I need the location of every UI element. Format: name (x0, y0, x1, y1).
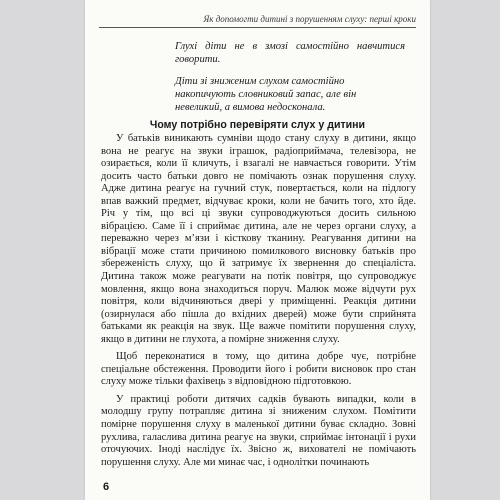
epigraph-quote-2: Діти зі зниженим слухом самостійно накопичують словниковий запас, але він невеликий, а вимова недосконала. (175, 76, 357, 114)
book-page (85, 0, 430, 500)
paragraph: У батьків виникають сумніви щодо стану слуху в дитини, якщо вона не реагує на звуки іграшок, радіоприймача, телевізора, не озирається, коли її кличуть, і взагалі не навчається говорити. Утім досить часто батьки довго не помічають ознак порушення слуху. Адже дитина реагує на гучний стук, повертається, коли на підлогу впав важкий предмет, відчуває кроки, коли не бачить того, хто йде. Річ у тім, що всі ці звуки супроводжуються досить сильною вібрацією. Саме її і сприймає дитина, але не через органи слуху, а переважно через м’язи і кісткову тканину. Реагування дитини на вібрації може стати причиною помилкового висновку батьків про збереженість слуху, що й затримує їх звернення до спеціаліста. Дитина також може реагувати на потік повітря, що супроводжує мовлення, якщо вона знаходиться поруч. Малюк може відчути рух повітря, коли відчиняються двері у приміщенні. Реакція дитини (озирнулася або пішла до вхідних дверей) може бути сприйнята батьками як реакція на звук. Ще важче помітити порушення слуху, якщо в дитини не глухота, а помірне зниження слуху. (101, 133, 416, 345)
running-head: Як допомогти дитині з порушенням слуху: перші кроки (203, 14, 416, 24)
paragraph: Щоб переконатися в тому, що дитина добре чує, потрібне спеціальне обстеження. Проводити його і робити висновок про стан слуху може тільки фахівець з відповідною підготовкою. (101, 351, 416, 388)
header-rule (99, 27, 416, 28)
paragraph: У практиці роботи дитячих садків бувають випадки, коли в молодшу групу потрапляє дитина зі зниженим слухом. Помітити помірне порушення слуху в маленької дитини буває складно. Зовні рухлива, галаслива дитина реагує на звуки, сприймає інтонації і рухи оточуючих. Іноді наслідує їх. Звісно ж, вихователі не помічають порушення слуху. Але ми минає час, і однолітки починають (101, 393, 416, 468)
epigraph-quote-1: Глухі діти не в змозі самостійно навчитися говорити. (175, 41, 405, 66)
section-heading: Чому потрібно перевіряти слух у дитини (149, 119, 366, 131)
page-number: 6 (103, 481, 110, 493)
body-text (101, 133, 416, 474)
